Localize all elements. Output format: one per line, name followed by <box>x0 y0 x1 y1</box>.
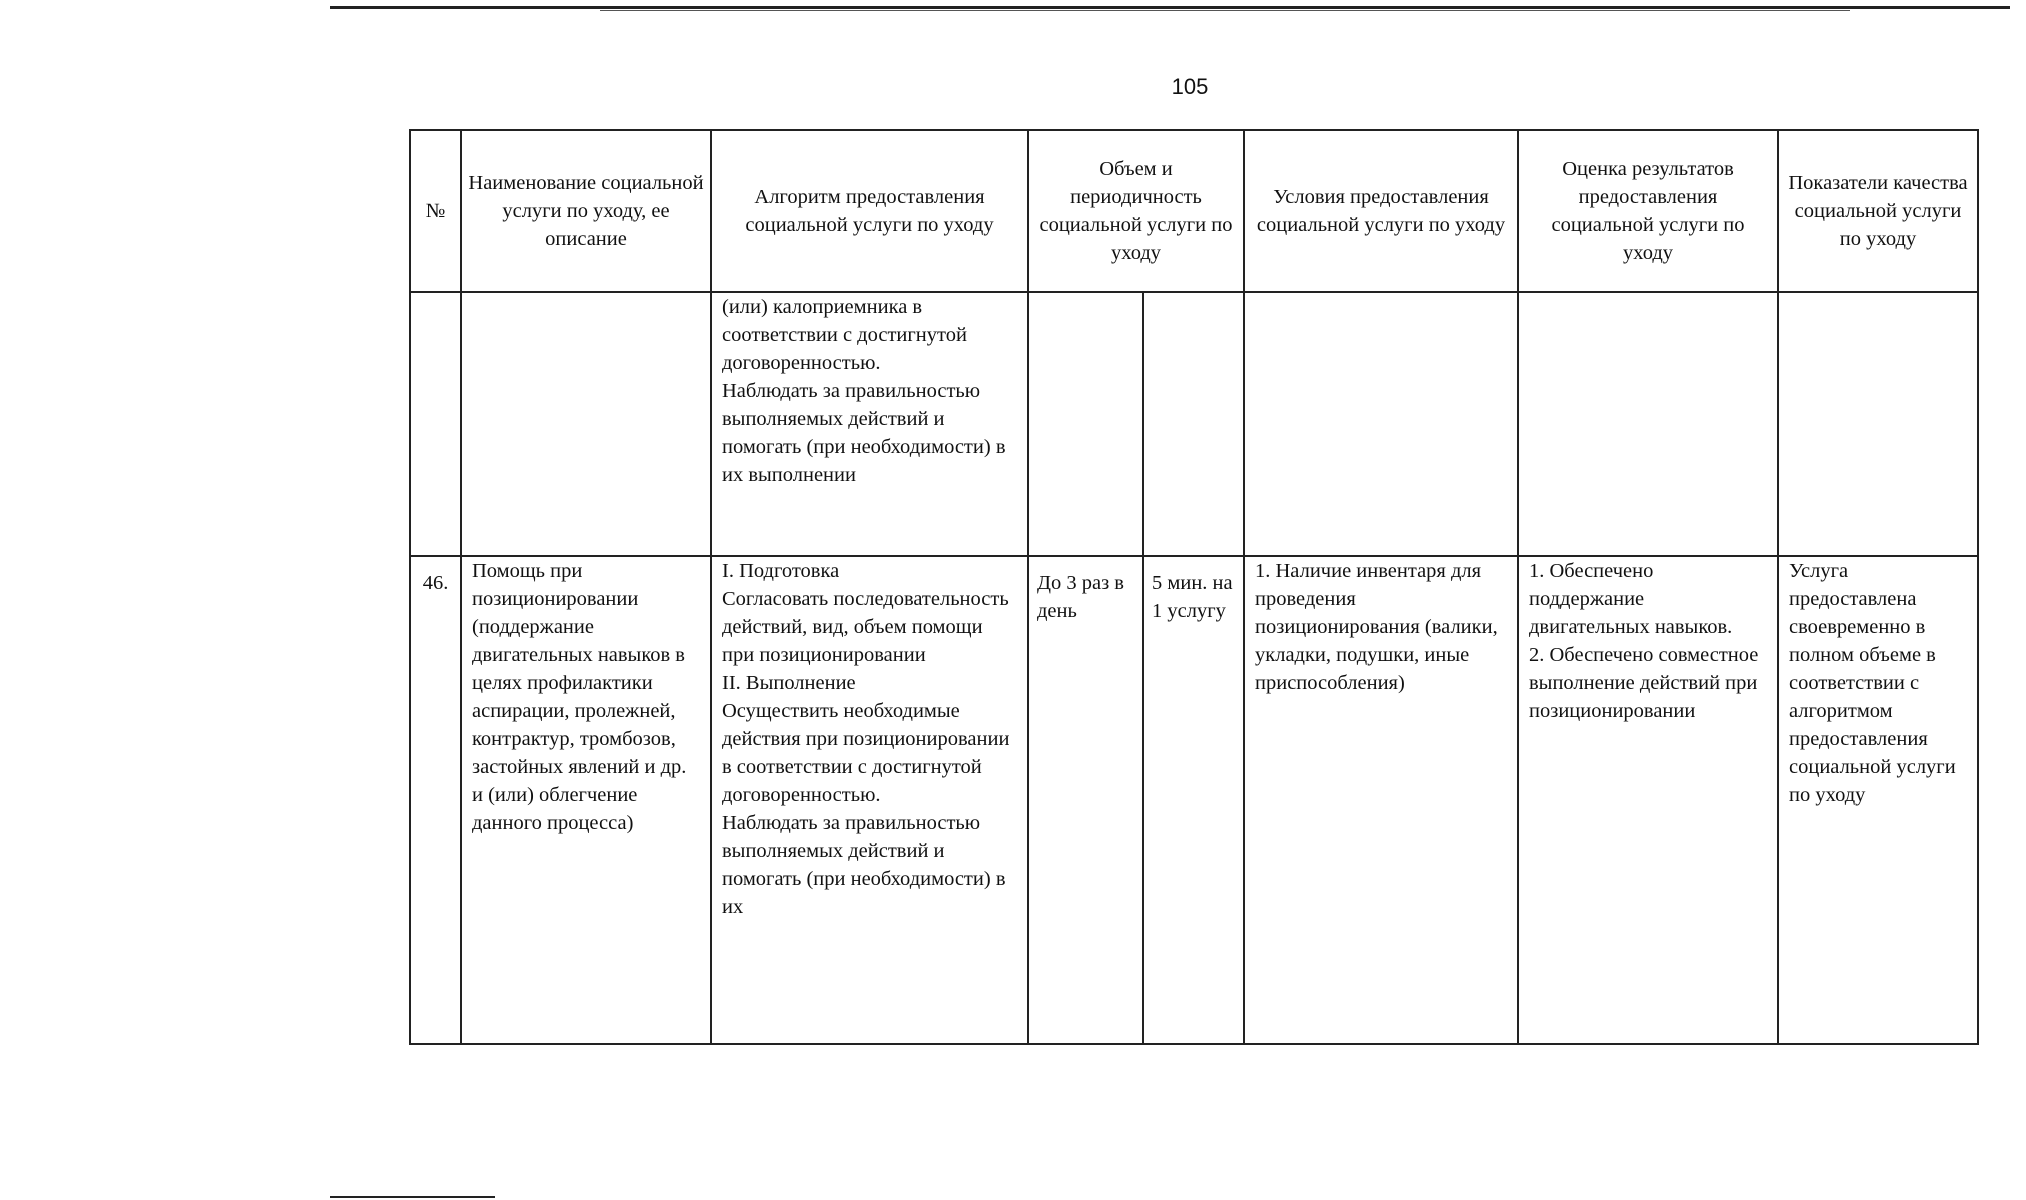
row-46-evaluation: 1. Обеспечено поддержание двигательных навыков. 2. Обеспечено совместное выполнение действий при позиционировании <box>1518 556 1778 1044</box>
cont-frequency-cell <box>1028 292 1143 556</box>
cont-name-cell <box>461 292 711 556</box>
cont-quality-cell <box>1778 292 1978 556</box>
header-volume: Объем и периодичность социальной услуги по уходу <box>1028 130 1244 292</box>
row-46-duration: 5 мин. на 1 услугу <box>1143 556 1244 1044</box>
header-quality: Показатели качества социальной услуги по уходу <box>1778 130 1978 292</box>
header-num: № <box>410 130 461 292</box>
page-number: 105 <box>1171 74 1209 99</box>
row-46-algorithm: I. Подготовка Согласовать последовательность действий, вид, объем помощи при позиционировании II. Выполнение Осуществить необходимые действия при позиционировании в соответствии с достигнутой договоренностью. Наблюдать за правильностью выполняемых действий и помогать (при необходимости) в их <box>711 556 1028 1044</box>
row-46-num: 46. <box>410 556 461 1044</box>
top-rule <box>330 6 2010 9</box>
cont-conditions-cell <box>1244 292 1518 556</box>
header-evaluation: Оценка результатов предоставления социальной услуги по уходу <box>1518 130 1778 292</box>
services-table <box>409 129 1979 1045</box>
footnote-rule <box>330 1196 495 1198</box>
row-46-quality: Услуга предоставлена своевременно в полном объеме в соответствии с алгоритмом предоставления социальной услуги по уходу <box>1778 556 1978 1044</box>
row-46-name: Помощь при позиционировании (поддержание двигательных навыков в целях профилактики аспирации, пролежней, контрактур, тромбозов, застойных явлений и др. и (или) облегчение данного процесса) <box>461 556 711 1044</box>
top-rule-thin <box>600 10 1850 11</box>
table-row-continuation <box>410 292 1978 556</box>
header-algorithm: Алгоритм предоставления социальной услуги по уходу <box>711 130 1028 292</box>
table-row-46 <box>410 556 1978 1044</box>
row-46-conditions: 1. Наличие инвентаря для проведения позиционирования (валики, укладки, подушки, иные приспособления) <box>1244 556 1518 1044</box>
header-conditions: Условия предоставления социальной услуги по уходу <box>1244 130 1518 292</box>
cont-duration-cell <box>1143 292 1244 556</box>
header-name: Наименование социальной услуги по уходу, ее описание <box>461 130 711 292</box>
row-46-frequency: До 3 раз в день <box>1028 556 1143 1044</box>
cont-num-cell <box>410 292 461 556</box>
cont-algorithm-cell: (или) калоприемника в соответствии с достигнутой договоренностью. Наблюдать за правильностью выполняемых действий и помогать (при необходимости) в их выполнении <box>711 292 1028 556</box>
table-header-row <box>410 130 1978 292</box>
cont-evaluation-cell <box>1518 292 1778 556</box>
